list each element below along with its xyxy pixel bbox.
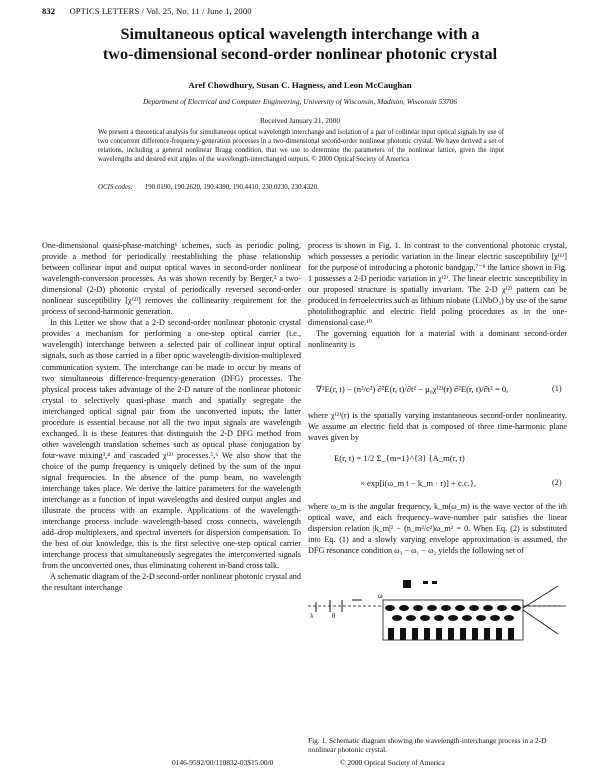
authors: Aref Chowdhury, Susan C. Hagness, and Leon McCaughan bbox=[188, 80, 412, 90]
theta-symbol: θ bbox=[332, 612, 336, 620]
received-date: Received January 21, 2000 bbox=[259, 116, 341, 125]
equation-1-number: (1) bbox=[552, 384, 562, 393]
right-column-bottom bbox=[308, 501, 567, 556]
page-number: 832 bbox=[42, 6, 56, 16]
paragraph: One-dimensional quasi-phase-matching¹ schemes, such as periodic poling, provide a method for periodically reestablishing the phase relationship between collinear input and output optical waves in second-order nonlinear wavelength-conversion processes. As was shown recently by Berger,² a two-dimensional (2-D) photonic crystal of periodically reversed second-order nonlinear susceptibility [χ⁽²⁾] removes the collinearity requirement for the process of second-harmonic generation. bbox=[42, 241, 301, 317]
equation-2-line-1: E(r, t) = 1/2 Σ_{m=1}^{3} {A_m(r, t) bbox=[334, 453, 465, 463]
paragraph: The governing equation for a material with a dominant second-order nonlinearity is bbox=[308, 329, 567, 350]
title-line-1: Simultaneous optical wavelength interchange with a bbox=[120, 25, 480, 43]
footer-code: 0146-9592/00/110832-03$15.00/0 bbox=[172, 758, 274, 767]
ocis-values: 190.0190, 190.2620, 190.4390, 190.4410, 230.0230, 230.4320. bbox=[144, 184, 319, 191]
title-line-2: two-dimensional second-order nonlinear photonic crystal bbox=[102, 45, 498, 63]
equation-2-number: (2) bbox=[552, 478, 562, 487]
input-marker bbox=[423, 581, 428, 584]
paragraph: In this Letter we show that a 2-D second-order nonlinear photonic crystal provides a mechanism for performing a one-step optical carrier (i.e., wavelength) interchange between a selected pair of collinear input optical signals, such as those carried in a fiber optic wavelength-division-multiplexed communication system. The interchange can be made to occur by means of two simultaneous difference-frequency-generation (DFG) processes. The physical process takes advantage of the 2-D nature of the nonlinear photonic crystal to selectively quasi-phase match and spatially segregate the interchanged optical signal pair from the unconverted inputs; the latter procedure is essential because not all the two input signals are wavelength exchanged. It is these features that distinguish the 2-D DFG method from other wavelength translation schemes such as optical phase conjugation by four-wave mixing³,⁴ and cascaded χ⁽²⁾ processes.⁵,⁶ We also show that the choice of the pump frequency is uniquely defined by the sum of the input signal frequencies. In the absence of the pump beam, no wavelength interchange takes place. We derive the lattice parameters for the wavelength interchange as a function of input wavelengths and desired output angles and illustrate the process with an example. Applications of the wavelength-interchange process include wavelength-based cross connects, wavelength add–drop multiplexers, and spectral inverters for dispersion compensation. To the best of our knowledge, this is the first selective one-step optical carrier interchange process that simultaneously segregates the interconverted signals from the unconverted ones, thus eliminating coherent in-band cross talk. bbox=[42, 318, 301, 571]
ocis-label: OCIS codes: bbox=[98, 184, 134, 191]
omega-symbol: ω bbox=[378, 592, 383, 600]
running-header bbox=[42, 6, 252, 16]
article-title bbox=[30, 24, 570, 64]
affiliation: Department of Electrical and Computer Engineering, University of Wisconsin, Madison, Wisconsin 53706 bbox=[142, 97, 458, 106]
paragraph: where χ⁽²⁾(r) is the spatially varying instantaneous second-order nonlinearity. We assume an electric field that is composed of three time-harmonic plane waves given by bbox=[308, 411, 567, 443]
input-marker bbox=[403, 580, 411, 588]
input-marker bbox=[432, 581, 437, 584]
right-column-top bbox=[308, 240, 567, 350]
left-column bbox=[42, 240, 301, 594]
paragraph: A schematic diagram of the 2-D second-order nonlinear photonic crystal and the resultant interchange bbox=[42, 572, 301, 593]
figure-1-caption: Fig. 1. Schematic diagram showing the wavelength-interchange process in a 2-D nonlinear photonic crystal. bbox=[308, 736, 547, 755]
lambda-symbol: λ bbox=[310, 612, 314, 620]
right-column-mid bbox=[308, 410, 567, 443]
journal-citation: OPTICS LETTERS / Vol. 25, No. 11 / June 1, 2000 bbox=[69, 6, 252, 16]
ocis-codes bbox=[98, 184, 319, 191]
paragraph: where ω_m is the angular frequency, k_m(ω_m) is the wave vector of the ith optical wave, and each frequency–wave-number pair satisfies the linear dispersion relation |k_m|² − (n_m²/c²)ω_m² = 0. When Eq. (2) is substituted into Eq. (1) and a slowly varying envelope approximation is assumed, the DFG resonance condition ω₃ − ω₁ − ω₂ yields the following set of bbox=[308, 502, 567, 556]
abstract: We present a theoretical analysis for simultaneous optical wavelength interchange and isolation of a pair of collinear input optical signals by use of two concurrent difference-frequency-generation processes in a two-dimensional second-order nonlinear photonic crystal. We have derived a set of relations, including a general nonlinear Bragg condition, that we use to determine the parameters of the nonlinear lattice, given the input wavelengths and desired exit angles of the wavelength-interchanged outputs. © 2000 Optical Society of America bbox=[98, 129, 504, 164]
equation-1: ∇²E(r, t) − (n²/c²) ∂²E(r, t)/∂t² − μ₀χ⁽²⁾(r) ∂²E(r, t)/∂t² = 0, bbox=[316, 384, 509, 394]
output-beams bbox=[523, 586, 564, 634]
footer-copyright: © 2000 Optical Society of America bbox=[340, 758, 445, 767]
equation-2-line-2: × exp[i(ω_m t − k_m · r)] + c.c.}, bbox=[360, 478, 477, 488]
nonlinear-photonic-crystal bbox=[383, 600, 523, 640]
figure-1-schematic bbox=[308, 578, 567, 736]
paragraph: process is shown in Fig. 1. In contrast to the conventional photonic crystal, which possesses a periodic variation in the linear electric susceptibility [χ⁽¹⁾] for the purpose of introducing a photonic bandgap,⁷⁻⁹ the lattice shown in Fig. 1 possesses a 2-D periodic variation in χ⁽²⁾. The linear electric susceptibility in our proposed structure is spatially invariant. The 2-D χ⁽²⁾ pattern can be produced in ferroelectrics such as lithium niobate (LiNbO₃) by use of the same photolithographic and electric field poling procedures as in the one-dimensional case.¹⁰ bbox=[308, 241, 567, 328]
